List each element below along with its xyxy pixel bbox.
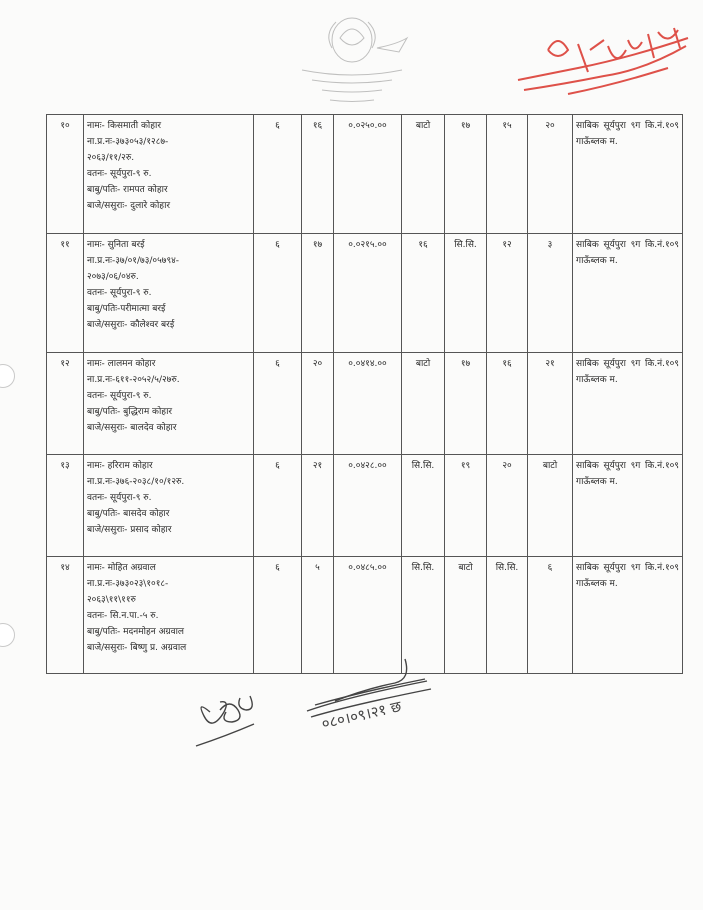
boundary-west: सि.सि. xyxy=(445,234,487,353)
boundary-east: १६ xyxy=(402,234,445,353)
owner-detail-line: ना.प्र.नः-३७६-२०३८/१०/१२रु. xyxy=(87,477,185,487)
owner-details xyxy=(84,115,254,234)
owner-detail-line: ना.प्र.नः-६११-२०५२/५/२७रु. xyxy=(87,375,180,385)
table-row xyxy=(47,455,683,557)
owner-detail-line: नामः- हरिराम कोहार xyxy=(87,461,153,471)
owner-detail-line: नामः- लालमन कोहार xyxy=(87,359,156,369)
owner-details xyxy=(84,353,254,455)
boundary-south: २० xyxy=(528,115,573,234)
boundary-south: २१ xyxy=(528,353,573,455)
remarks: साबिक सूर्यपुरा ९ग कि.नं.१०९ गाऊँब्लक म. xyxy=(573,234,683,353)
owner-detail-line: बाजे/ससुराः- बालदेव कोहार xyxy=(87,423,177,433)
boundary-north: १२ xyxy=(487,234,528,353)
owner-detail-line: वतनः- सूर्यपुरा-९ रु. xyxy=(87,288,152,298)
area-value: ०.०४२८.०० xyxy=(334,455,402,557)
table-row xyxy=(47,234,683,353)
owner-detail-line: ना.प्र.नः-३७/०१/७३/०५७९४- xyxy=(87,256,180,266)
registration-stamp xyxy=(508,20,694,104)
ward-number: ६ xyxy=(254,455,302,557)
boundary-north: २० xyxy=(487,455,528,557)
plot-number: २१ xyxy=(302,455,334,557)
plot-number: १६ xyxy=(302,115,334,234)
boundary-east: बाटो xyxy=(402,115,445,234)
land-records-table xyxy=(46,114,683,674)
owner-detail-line: वतनः- सूर्यपुरा-९ रु. xyxy=(87,493,152,503)
owner-detail-line: बाजे/ससुराः- दुलारे कोहार xyxy=(87,201,171,211)
owner-detail-line: ना.प्र.नः-३७३०५३/१२८७- xyxy=(87,137,169,147)
serial-number: १० xyxy=(47,115,84,234)
owner-details xyxy=(84,234,254,353)
table-row xyxy=(47,115,683,234)
signature-date: ०८०।०९।२१ छ xyxy=(319,697,404,733)
signature-right xyxy=(305,655,455,735)
owner-details xyxy=(84,557,254,674)
owner-detail-line: बाबु/पतिः-परीमात्मा बरई xyxy=(87,304,166,314)
owner-detail-line: बाबु/पतिः- बासदेव कोहार xyxy=(87,509,170,519)
owner-details xyxy=(84,455,254,557)
boundary-east: सि.सि. xyxy=(402,557,445,674)
ward-number: ६ xyxy=(254,557,302,674)
boundary-west: १९ xyxy=(445,455,487,557)
ward-number: ६ xyxy=(254,234,302,353)
plot-number: २० xyxy=(302,353,334,455)
boundary-south: ३ xyxy=(528,234,573,353)
owner-detail-line: २०६३\११\११रु xyxy=(87,595,136,605)
owner-detail-line: बाबु/पतिः- रामपत कोहार xyxy=(87,185,168,195)
serial-number: १४ xyxy=(47,557,84,674)
owner-detail-line: २०७३/०६/०४रु. xyxy=(87,272,139,282)
serial-number: १२ xyxy=(47,353,84,455)
boundary-east: सि.सि. xyxy=(402,455,445,557)
boundary-south: बाटो xyxy=(528,455,573,557)
punch-hole xyxy=(0,623,15,647)
owner-detail-line: २०६३/११/२रु. xyxy=(87,153,135,163)
owner-detail-line: बाजे/ससुराः- प्रसाद कोहार xyxy=(87,525,172,535)
boundary-south: ६ xyxy=(528,557,573,674)
boundary-east: बाटो xyxy=(402,353,445,455)
boundary-west: १७ xyxy=(445,353,487,455)
owner-detail-line: ना.प्र.नः-३७३०२३\१०१८- xyxy=(87,579,169,589)
boundary-west: १७ xyxy=(445,115,487,234)
owner-detail-line: नामः- सुनिता बरई xyxy=(87,240,145,250)
owner-detail-line: बाबु/पतिः- मदनमोहन अग्रवाल xyxy=(87,627,185,637)
plot-number: १७ xyxy=(302,234,334,353)
boundary-north: १६ xyxy=(487,353,528,455)
owner-detail-line: बाजे/ससुराः- कौलेश्वर बरई xyxy=(87,320,175,330)
area-value: ०.०२५०.०० xyxy=(334,115,402,234)
remarks: साबिक सूर्यपुरा ९ग कि.नं.१०९ गाऊँब्लक म. xyxy=(573,455,683,557)
table-row xyxy=(47,353,683,455)
serial-number: १३ xyxy=(47,455,84,557)
boundary-west: बाटो xyxy=(445,557,487,674)
ward-number: ६ xyxy=(254,115,302,234)
area-value: ०.०४१४.०० xyxy=(334,353,402,455)
boundary-north: सि.सि. xyxy=(487,557,528,674)
remarks: साबिक सूर्यपुरा ९ग कि.नं.१०९ गाऊँब्लक म. xyxy=(573,115,683,234)
owner-detail-line: नामः- किसमाती कोहार xyxy=(87,121,162,131)
owner-detail-line: वतनः- सूर्यपुरा-९ रु. xyxy=(87,169,152,179)
ward-number: ६ xyxy=(254,353,302,455)
owner-detail-line: वतनः- सि.न.पा.-५ रु. xyxy=(87,611,159,621)
office-seal xyxy=(292,8,412,108)
owner-detail-line: बाजे/ससुराः- बिष्णु प्र. अग्रवाल xyxy=(87,643,187,653)
punch-hole xyxy=(0,364,15,388)
owner-detail-line: बाबु/पतिः- बुद्धिराम कोहार xyxy=(87,407,173,417)
area-value: ०.०४८५.०० xyxy=(334,557,402,674)
serial-number: ११ xyxy=(47,234,84,353)
remarks: साबिक सूर्यपुरा ९ग कि.नं.१०९ गाऊँब्लक म. xyxy=(573,353,683,455)
plot-number: ५ xyxy=(302,557,334,674)
area-value: ०.०२१५.०० xyxy=(334,234,402,353)
boundary-north: १५ xyxy=(487,115,528,234)
owner-detail-line: नामः- मोहित अग्रवाल xyxy=(87,563,156,573)
remarks: साबिक सूर्यपुरा ९ग कि.नं.१०९ गाऊँब्लक म. xyxy=(573,557,683,674)
owner-detail-line: वतनः- सूर्यपुरा-९ रु. xyxy=(87,391,152,401)
signature-left xyxy=(190,682,270,752)
